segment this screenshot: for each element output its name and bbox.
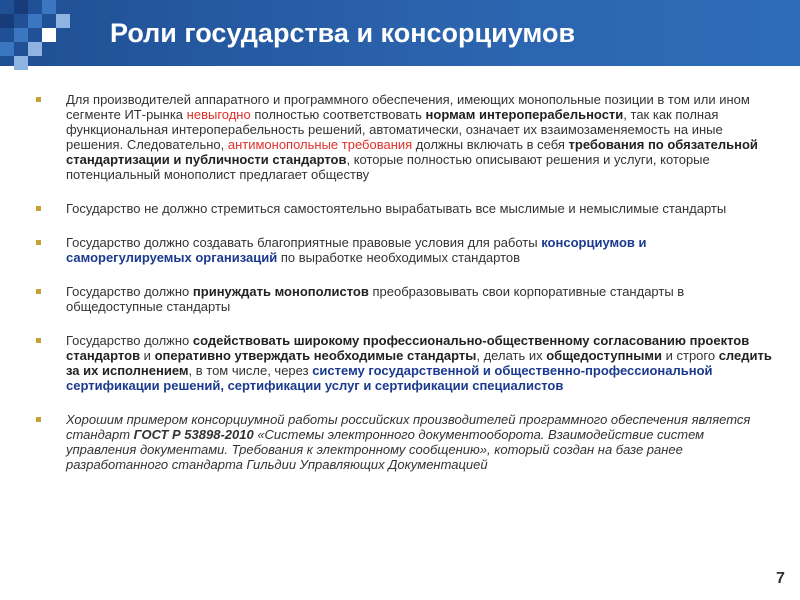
bold-highlight: следить за их исполнением [66,348,772,378]
text-segment: и строго [662,348,719,363]
text-segment: , так как полная функциональная интероперабельность решений, автоматически, означает их взаимозаменяемость на иные решения. Следовательно, [66,107,723,152]
bold-highlight: нормам интероперабельности [425,107,624,122]
list-item [36,284,774,314]
text-segment: Государство должно создавать благоприятные правовые условия для работы [66,235,542,250]
paragraph-text [66,412,750,472]
text-segment: полностью соответствовать [250,107,426,122]
text-segment: по выработке необходимых стандартов [277,250,521,265]
square-bullet-icon [36,240,41,245]
paragraph-text [66,92,758,182]
bold-highlight: требования по обязательной стандартизации и публичности стандартов [66,137,758,167]
text-segment: , в том числе, через [188,363,313,378]
paragraph-text [66,235,646,265]
text-segment: преобразовывать свои корпоративные стандарты в общедоступные стандарты [66,284,685,314]
bold-highlight: оперативно утверждать необходимые стандарты [154,348,477,363]
paragraph-text [66,333,772,393]
list-item [36,412,774,472]
text-segment: Государство должно [66,284,193,299]
bold-highlight: общедоступными [546,348,662,363]
list-item [36,235,774,265]
slide-title: Роли государства и консорциумов [110,18,576,48]
blue-highlight: консорциумов и саморегулируемых организаций [66,235,647,265]
text-segment: «Системы электронного документооборота. Взаимодействие систем управления документами. Требования к электронному сообщению», который создан на базе ранее разработанного стандарта Гильдии Управляющих Документацией [66,427,705,472]
blue-highlight: систему государственной и общественно-профессиональной сертификации решений, сертификации услуг и сертификации специалистов [66,363,713,393]
text-segment: должны включать в себя [412,137,569,152]
title-bar [0,0,800,66]
text-segment: Для производителей аппаратного и программного обеспечения, имеющих монопольные позиции в том или ином сегменте ИТ-рынка [66,92,750,122]
page-number: 7 [776,570,785,587]
red-highlight: антимонопольные требования [227,137,413,152]
checkered-logo-icon [0,0,84,84]
paragraph-text [66,201,726,216]
text-segment: Государство должно [66,333,193,348]
bullet-list [36,92,774,472]
red-highlight: невыгодно [186,107,251,122]
list-item [36,201,774,216]
list-item [36,92,774,182]
text-segment: , делать их [476,348,547,363]
text-segment: Хорошим примером консорциумной работы российских производителей программного обеспечения является стандарт [66,412,751,442]
bold-highlight: содействовать широкому профессионально-общественному согласованию проектов стандартов [66,333,750,363]
bold-highlight: ГОСТ Р 53898-2010 [133,427,254,442]
paragraph-text [66,284,684,314]
square-bullet-icon [36,289,41,294]
bold-highlight: принуждать монополистов [192,284,369,299]
square-bullet-icon [36,206,41,211]
square-bullet-icon [36,97,41,102]
text-segment: и [140,348,155,363]
text-segment: , которые полностью описывают решения и услуги, которые потенциальный монополист предлагает обществу [66,152,710,182]
square-bullet-icon [36,338,41,343]
list-item [36,333,774,393]
text-segment: Государство не должно стремиться самостоятельно вырабатывать все мыслимые и немыслимые стандарты [66,201,727,216]
square-bullet-icon [36,417,41,422]
